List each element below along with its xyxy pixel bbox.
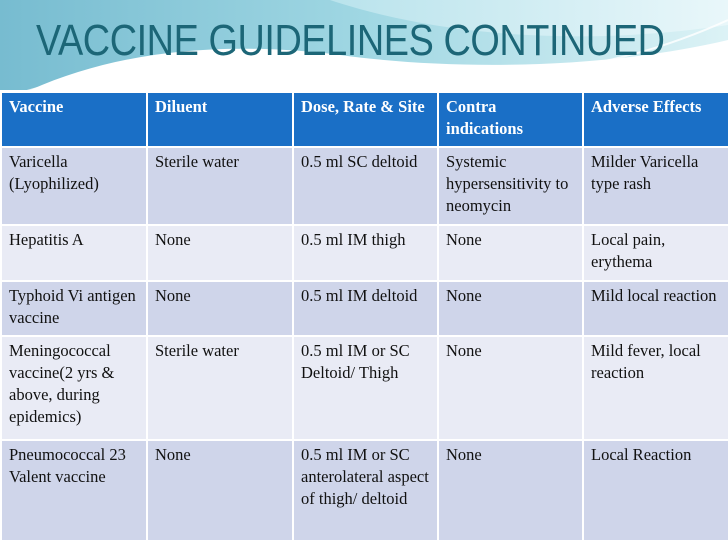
cell-diluent: Sterile water bbox=[147, 147, 293, 225]
cell-contraindications: Systemic hypersensitivity to neomycin bbox=[438, 147, 583, 225]
cell-diluent: Sterile water bbox=[147, 336, 293, 440]
cell-vaccine: Hepatitis A bbox=[1, 225, 147, 281]
cell-adverse-effects: Local Reaction bbox=[583, 440, 728, 541]
cell-vaccine: Typhoid Vi antigen vaccine bbox=[1, 281, 147, 336]
header-dose: Dose, Rate & Site bbox=[293, 92, 438, 147]
header-diluent: Diluent bbox=[147, 92, 293, 147]
cell-dose: 0.5 ml IM deltoid bbox=[293, 281, 438, 336]
cell-adverse-effects: Local pain, erythema bbox=[583, 225, 728, 281]
table-row bbox=[1, 336, 728, 440]
table-row bbox=[1, 281, 728, 336]
cell-dose: 0.5 ml IM thigh bbox=[293, 225, 438, 281]
cell-contraindications: None bbox=[438, 336, 583, 440]
cell-diluent: None bbox=[147, 440, 293, 541]
table-row bbox=[1, 225, 728, 281]
cell-dose: 0.5 ml IM or SC anterolateral aspect of thigh/ deltoid bbox=[293, 440, 438, 541]
table-row bbox=[1, 440, 728, 541]
cell-adverse-effects: Mild local reaction bbox=[583, 281, 728, 336]
cell-contraindications: None bbox=[438, 225, 583, 281]
vaccine-table bbox=[0, 91, 728, 542]
table-row bbox=[1, 147, 728, 225]
cell-adverse-effects: Milder Varicella type rash bbox=[583, 147, 728, 225]
header-adverse-effects: Adverse Effects bbox=[583, 92, 728, 147]
cell-contraindications: None bbox=[438, 440, 583, 541]
header-vaccine: Vaccine bbox=[1, 92, 147, 147]
header-row bbox=[1, 92, 728, 147]
slide-title: VACCINE GUIDELINES CONTINUED bbox=[36, 16, 665, 65]
cell-vaccine: Meningococcal vaccine(2 yrs & above, during epidemics) bbox=[1, 336, 147, 440]
cell-vaccine: Varicella (Lyophilized) bbox=[1, 147, 147, 225]
cell-contraindications: None bbox=[438, 281, 583, 336]
cell-dose: 0.5 ml SC deltoid bbox=[293, 147, 438, 225]
cell-diluent: None bbox=[147, 225, 293, 281]
header-contraindications: Contra indications bbox=[438, 92, 583, 147]
cell-adverse-effects: Mild fever, local reaction bbox=[583, 336, 728, 440]
cell-vaccine: Pneumococcal 23 Valent vaccine bbox=[1, 440, 147, 541]
cell-diluent: None bbox=[147, 281, 293, 336]
cell-dose: 0.5 ml IM or SC Deltoid/ Thigh bbox=[293, 336, 438, 440]
